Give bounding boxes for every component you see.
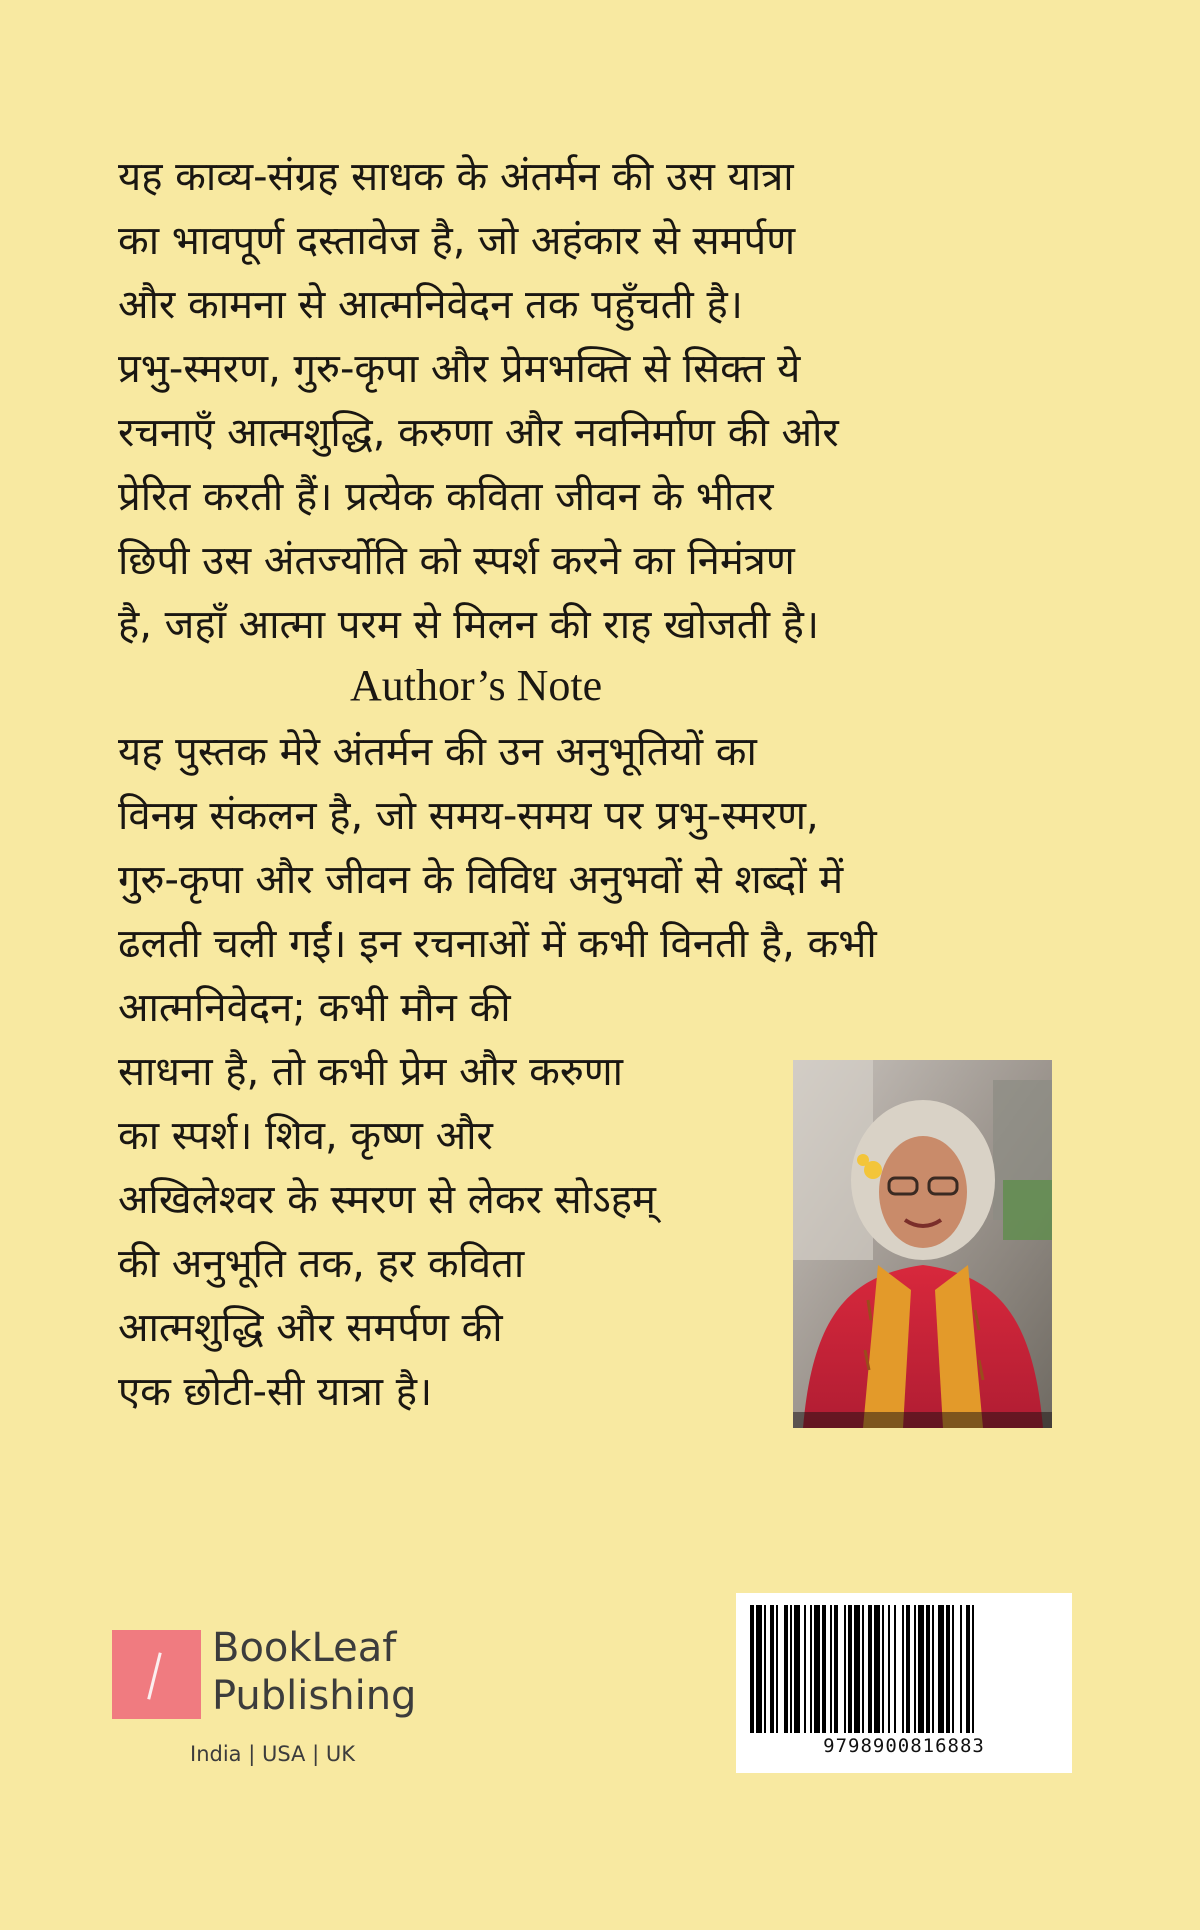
blurb-line: प्रभु-स्मरण, गुरु-कृपा और प्रेमभक्ति से सिक्त ये	[118, 346, 801, 392]
barcode-bar	[902, 1605, 904, 1733]
barcode-bar	[914, 1605, 916, 1733]
barcode-bar	[952, 1605, 954, 1733]
barcode-bar	[972, 1605, 974, 1733]
barcode-bar	[814, 1605, 820, 1733]
note-line: का स्पर्श। शिव, कृष्ण और	[118, 1113, 493, 1159]
blurb-line: यह काव्य-संग्रह साधक के अंतर्मन की उस यात्रा	[118, 154, 794, 200]
note-line: गुरु-कृपा और जीवन के विविध अनुभवों से शब्दों में	[118, 857, 844, 903]
barcode-bar	[830, 1605, 832, 1733]
isbn-barcode	[736, 1593, 1072, 1773]
barcode-bar	[894, 1605, 896, 1733]
barcode-bar	[918, 1605, 924, 1733]
barcode-bar	[844, 1605, 846, 1733]
barcode-bar	[764, 1605, 766, 1733]
barcode-bar	[810, 1605, 812, 1733]
blurb-line: प्रेरित करती हैं। प्रत्येक कविता जीवन के भीतर	[118, 474, 774, 520]
publisher-name-line2: Publishing	[212, 1673, 417, 1719]
barcode-bar	[776, 1605, 778, 1733]
barcode-bar	[834, 1605, 838, 1733]
barcode-bar	[862, 1605, 864, 1733]
barcode-bars-icon	[750, 1605, 1058, 1733]
blurb-line: और कामना से आत्मनिवेदन तक पहुँचती है।	[118, 282, 743, 328]
barcode-bar	[932, 1605, 934, 1733]
note-line: आत्मशुद्धि और समर्पण की	[118, 1305, 503, 1351]
isbn-number: 9798900816883	[823, 1735, 985, 1757]
barcode-bar	[888, 1605, 890, 1733]
note-line: अखिलेश्वर के स्मरण से लेकर सोऽहम्	[118, 1177, 656, 1223]
barcode-bar	[822, 1605, 826, 1733]
barcode-bar	[882, 1605, 884, 1733]
barcode-bar	[946, 1605, 950, 1733]
barcode-bar	[966, 1605, 970, 1733]
bookleaf-slash-icon	[112, 1630, 201, 1719]
barcode-bar	[868, 1605, 872, 1733]
publisher-logo	[112, 1625, 452, 1790]
note-line: साधना है, तो कभी प्रेम और करुणा	[118, 1049, 624, 1095]
note-line: यह पुस्तक मेरे अंतर्मन की उन अनुभूतियों का	[118, 729, 757, 775]
note-line: ढलती चली गईं। इन रचनाओं में कभी विनती है, कभी	[118, 921, 877, 967]
barcode-bar	[794, 1605, 800, 1733]
barcode-bar	[784, 1605, 788, 1733]
author-photo	[793, 1060, 1052, 1428]
authors-note-text	[118, 720, 877, 1424]
note-line: आत्मनिवेदन; कभी मौन की	[118, 985, 511, 1031]
publisher-regions: India | USA | UK	[190, 1742, 355, 1766]
barcode-bar	[854, 1605, 860, 1733]
barcode-bar	[750, 1605, 754, 1733]
blurb-line: है, जहाँ आत्मा परम से मिलन की राह खोजती है।	[118, 602, 820, 648]
barcode-bar	[790, 1605, 792, 1733]
note-line: एक छोटी-सी यात्रा है।	[118, 1369, 433, 1415]
blurb-line: छिपी उस अंतर्ज्योति को स्पर्श करने का निमंत्रण	[118, 538, 795, 584]
note-line: की अनुभूति तक, हर कविता	[118, 1241, 525, 1287]
barcode-bar	[960, 1605, 962, 1733]
blurb-line: का भावपूर्ण दस्तावेज है, जो अहंकार से समर्पण	[118, 218, 796, 264]
barcode-bar	[938, 1605, 944, 1733]
barcode-bar	[756, 1605, 762, 1733]
publisher-name-line1: BookLeaf	[212, 1625, 397, 1671]
barcode-bar	[926, 1605, 930, 1733]
barcode-bar	[906, 1605, 910, 1733]
authors-note-heading: Author’s Note	[350, 661, 603, 710]
barcode-bar	[770, 1605, 774, 1733]
blurb-line: रचनाएँ आत्मशुद्धि, करुणा और नवनिर्माण की ओर	[118, 410, 839, 456]
barcode-bar	[848, 1605, 852, 1733]
barcode-bar	[874, 1605, 880, 1733]
note-line: विनम्र संकलन है, जो समय-समय पर प्रभु-स्मरण,	[118, 793, 819, 839]
barcode-bar	[804, 1605, 806, 1733]
blurb-text	[118, 145, 839, 657]
